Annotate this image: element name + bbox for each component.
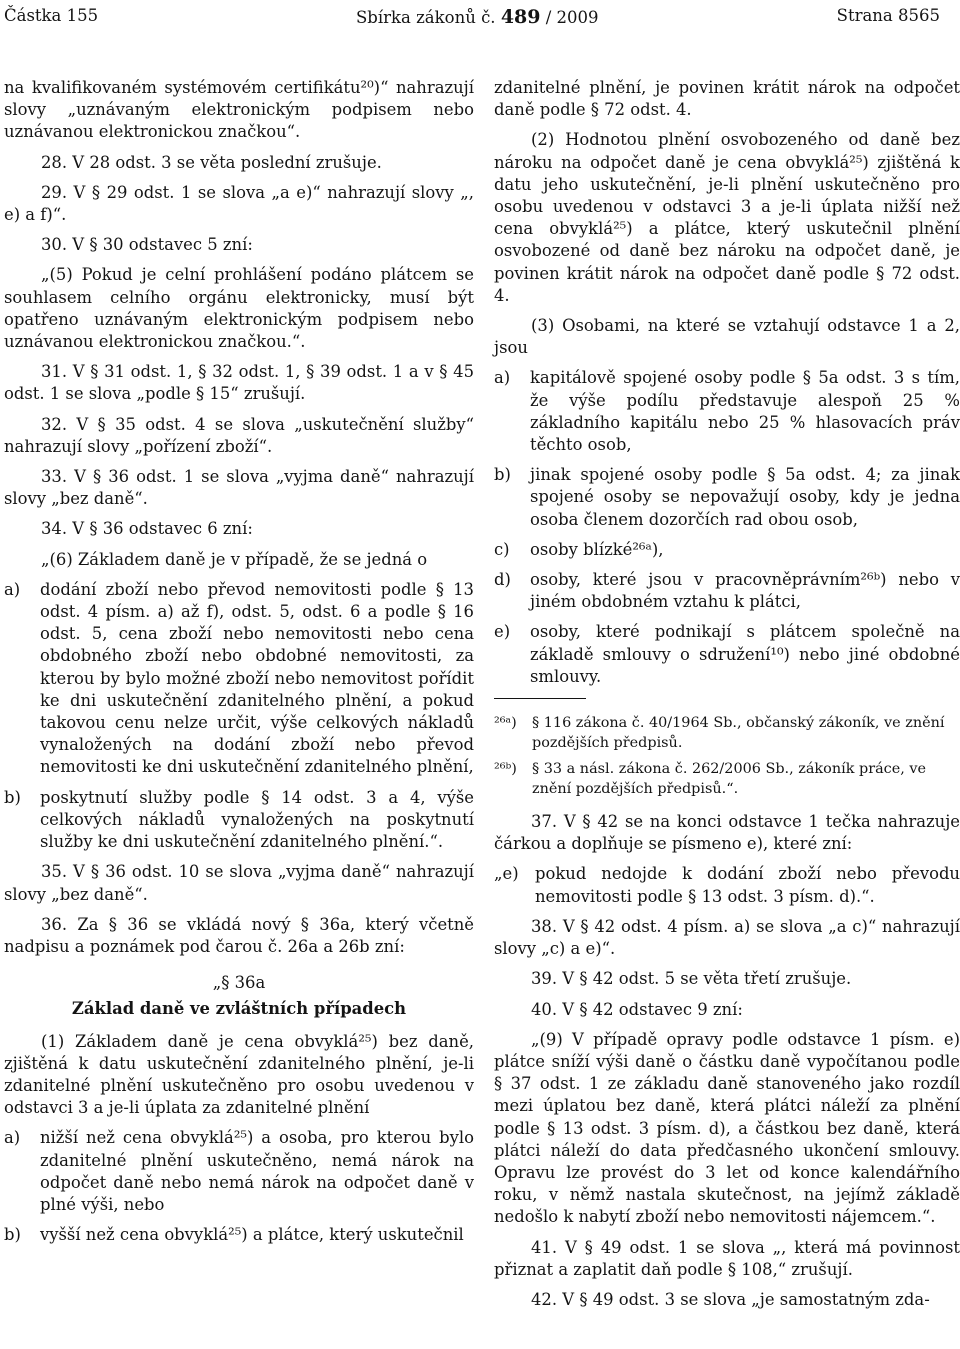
list-text: jinak spojené osoby podle § 5a odst. 4; za jinak spojené osoby se nepovažují osoby, kdy je jedna osoba členem dozorčích rad obou osob, [530,465,960,529]
amendment-40: 40. V § 42 odstavec 9 zní: [531,999,743,1019]
right-column [494,77,960,1319]
list-item-a [4,579,474,779]
section-paragraph-1: (1) Základem daně je cena obvyklá²⁵) bez daně, zjištěná k datu uskutečnění zdanitelného plnění, je-li zdanitelné plnění uskutečněno pro osobu uvedenou v odstavci 3 a je-li úplata za zdanitelné plnění [4,1031,474,1118]
amendment-39: 39. V § 42 odst. 5 se věta třetí zrušuje. [531,969,852,989]
list-text: osoby blízké²⁶ᵃ), [530,539,664,559]
quoted-paragraph-9: „(9) V případě opravy podle odstavce 1 písm. e) plátce sníží výši daně o částku daně vypočítanou podle § 37 odst. 1 ze základu daně stanoveného jako rozdíl mezi úplatou bez daně, která plátci náleží za plnění podle § 13 odst. 3 písm. d), a částkou bez daně, která plátci náleží do data předčasného ukončení smlouvy. Opravu lze provést do 3 let od konce kalendářního roku, v němž nastala skutečnost, na jejímž základě nedošlo k nabytí zboží nebo nemovitosti nájemcem.“. [494,1029,960,1227]
list-item-b [494,464,960,531]
quoted-paragraph-5: „(5) Pokud je celní prohlášení podáno plátcem se souhlasem celního orgánu elektronicky, musí být opatřeno uznávaným elektronickým podpisem nebo uznávanou elektronickou značkou.“. [4,265,474,352]
section-paragraph-2: (2) Hodnotou plnění osvobozeného od daně bez nároku na odpočet daně je cena obvyklá²⁵) zjištěná k datu jeho uskutečnění, je-li plnění uskutečněno pro osobu uvedenou v odstavci 3 a je-li úplata nižší než cena obvyklá²⁵) a plátce, který uskutečnil plnění osvobozené od daně bez nároku na odpočet daně, je povinen krátit nárok na odpočet daně podle § 72 odst. 4. [494,130,960,305]
list-item-c [494,539,960,561]
footnote-label: ²⁶ᵃ) [494,715,517,732]
list-label: b) [4,787,21,807]
list-text: nižší než cena obvyklá²⁵) a osoba, pro kterou bylo zdanitelné plnění uskutečněno, nemá nárok na odpočet daně nebo nemá nárok na odpočet daně v plné výši, nebo [40,1128,474,1214]
amendment-41: 41. V § 49 odst. 1 se slova „, která má povinnost přiznat a zaplatit daň podle § 108,“ zrušují. [494,1237,960,1279]
list-label: „e) [494,864,519,884]
amendment-36: 36. Za § 36 se vkládá nový § 36a, který včetně nadpisu a poznámek pod čarou č. 26a a 26b zní: [4,914,474,956]
list-item-b [4,1224,474,1246]
footnote-text: § 33 a násl. zákona č. 262/2006 Sb., zákoník práce, ve znění pozdějších předpisů.“. [532,761,927,798]
footnote-label: ²⁶ᵇ) [494,761,517,778]
list-text: kapitálově spojené osoby podle § 5a odst. 3 s tím, že výše podílu představuje alespoň 25 % základního kapitálu nebo 25 % hlasovacích práv těchto osob, [530,368,960,455]
section-number: „§ 36a [212,973,266,993]
list-label: b) [494,465,511,485]
amendment-42: 42. V § 49 odst. 3 se slova „je samostatným zda- [531,1289,930,1309]
page-header [0,0,960,40]
list-item-d [494,569,960,613]
amendment-29: 29. V § 29 odst. 1 se slova „a e)“ nahrazují slovy „, e) a f)“. [4,182,474,225]
list-label: d) [494,570,511,590]
list-text: poskytnutí služby podle § 14 odst. 3 a 4, výše celkových nákladů vynaložených na poskytnutí služby ke dni uskutečnění zdanitelného plnění.“. [40,787,474,852]
amendment-34: 34. V § 36 odstavec 6 zní: [41,519,253,539]
list-item-a [4,1127,474,1216]
left-column [4,77,474,1254]
collection-title [356,6,599,28]
list-item-b [4,787,474,854]
list-text: osoby, které podnikají s plátcem společně na základě smlouvy o sdružení¹⁰) nebo jiné obdobné smlouvy. [530,622,960,686]
paragraph: na kvalifikovaném systémovém certifikátu²⁰)“ nahrazují slovy „uznávaným elektronickým podpisem nebo uznávanou elektronickou značkou“. [4,78,474,142]
collection-name: Sbírka zákonů č. [356,8,501,27]
footnote-26a [494,713,960,753]
section-paragraph-3: (3) Osobami, na které se vztahují odstavce 1 a 2, jsou [494,316,960,358]
issue-number: Částka 155 [4,6,99,25]
page-number: Strana 8565 [836,6,940,25]
list-item-a [494,367,960,456]
list-item-e-quoted [494,863,960,907]
list-text: vyšší než cena obvyklá²⁵) a plátce, který uskutečnil [40,1225,464,1245]
amendment-30: 30. V § 30 odstavec 5 zní: [41,235,253,255]
amendment-28: 28. V 28 odst. 3 se věta poslední zrušuje. [41,152,382,172]
amendment-35: 35. V § 36 odst. 10 se slova „vyjma daně“ nahrazují slovy „bez daně“. [4,862,474,904]
list-text: osoby, které jsou v pracovněprávním²⁶ᵇ) nebo v jiném obdobném vztahu k plátci, [530,570,960,612]
paragraph-continuation: zdanitelné plnění, je povinen krátit nárok na odpočet daně podle § 72 odst. 4. [494,78,960,120]
collection-year: / 2009 [540,8,599,27]
amendment-33: 33. V § 36 odst. 1 se slova „vyjma daně“ nahrazují slovy „bez daně“. [4,467,474,509]
footnote-26b [494,759,960,799]
amendment-31: 31. V § 31 odst. 1, § 32 odst. 1, § 39 odst. 1 a v § 45 odst. 1 se slova „podle § 15“ zrušují. [4,362,474,404]
list-label: c) [494,539,510,559]
list-label: a) [4,579,21,599]
list-item-e [494,621,960,688]
list-label: a) [4,1128,21,1148]
amendment-32: 32. V § 35 odst. 4 se slova „uskutečnění služby“ nahrazují slovy „pořízení zboží“. [4,414,474,456]
section-title: Základ daně ve zvláštních případech [71,999,407,1019]
law-number: 489 [500,6,541,28]
list-label: b) [4,1225,21,1245]
list-text: pokud nedojde k dodání zboží nebo převodu nemovitosti podle § 13 odst. 3 písm. d).“. [535,864,960,906]
footnote-text: § 116 zákona č. 40/1964 Sb., občanský zákoník, ve znění pozdějších předpisů. [532,715,945,752]
footnote-separator [494,698,586,699]
list-text: dodání zboží nebo převod nemovitosti podle § 13 odst. 4 písm. a) až f), odst. 5, odst. 6 a podle § 16 odst. 5, cena zboží nebo nemovitosti nebo cena obdobného zboží nebo obdobné nemovitosti, za kterou by bylo možné zboží nebo nemovitost pořídit ke dni uskutečnění zdanitelného plnění, a pokud takovou cenu nelze určit, výše celkových nákladů vynaložených na dodání zboží nebo převod nemovitosti ke dni uskutečnění zdanitelného plnění, [40,579,474,777]
list-label: e) [494,622,511,642]
quoted-paragraph-6: „(6) Základem daně je v případě, že se jedná o [41,549,428,569]
amendment-37: 37. V § 42 se na konci odstavce 1 tečka nahrazuje čárkou a doplňuje se písmeno e), které zní: [494,812,960,854]
list-label: a) [494,368,511,388]
amendment-38: 38. V § 42 odst. 4 písm. a) se slova „a c)“ nahrazují slovy „c) a e)“. [494,916,960,959]
